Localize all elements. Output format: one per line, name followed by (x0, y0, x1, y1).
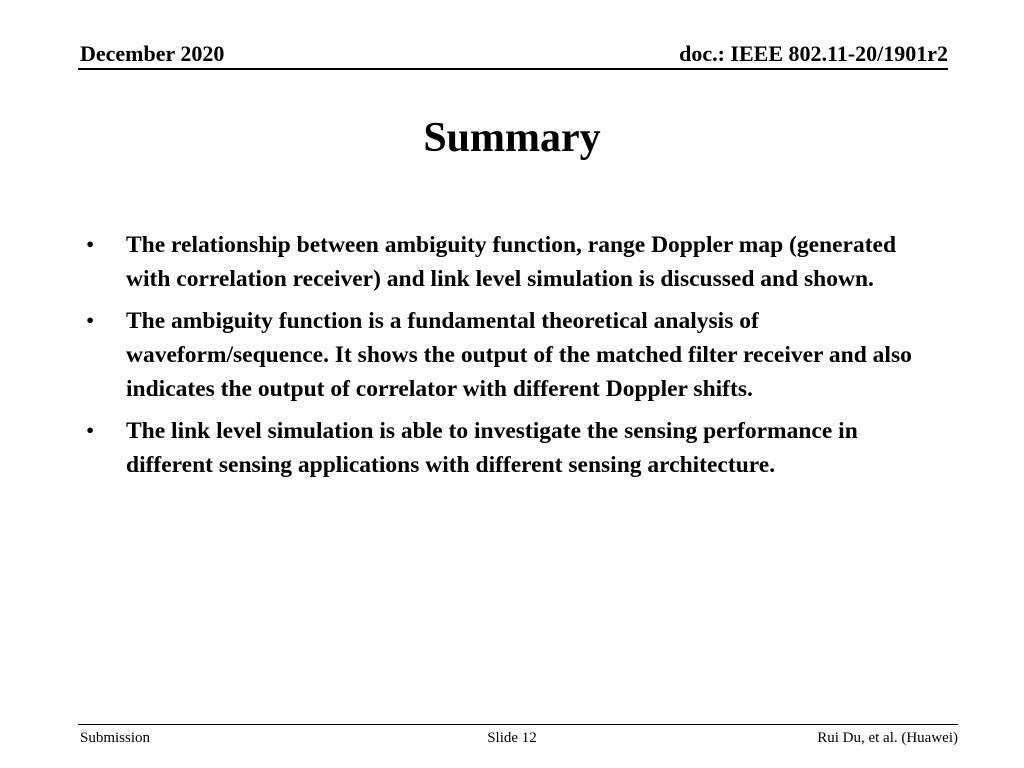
bullet-list (86, 228, 946, 490)
bullet-icon: • (86, 418, 95, 444)
header-doc-id: doc.: IEEE 802.11-20/1901r2 (679, 41, 948, 66)
footer-slide-number: Slide 12 (487, 730, 537, 746)
bullet-text: The relationship between ambiguity function, range Doppler map (generated with correlation receiver) and link level simulation is discussed and shown. (126, 232, 897, 292)
header-divider (78, 68, 948, 70)
bullet-item (86, 304, 946, 406)
footer-divider (78, 724, 958, 725)
footer-submission: Submission (80, 730, 151, 746)
bullet-text: The link level simulation is able to investigate the sensing performance in different sensing applications with different sensing architecture. (126, 418, 858, 478)
slide-title: Summary (423, 115, 601, 161)
header-date: December 2020 (80, 41, 225, 66)
bullet-icon: • (86, 232, 95, 258)
bullet-text: The ambiguity function is a fundamental theoretical analysis of waveform/sequence. It shows the output of the matched filter receiver and also indicates the output of correlator with different Doppler shifts. (126, 308, 912, 402)
bullet-icon: • (86, 308, 95, 334)
footer-authors: Rui Du, et al. (Huawei) (817, 730, 958, 746)
bullet-item (86, 414, 946, 482)
bullet-item (86, 228, 946, 296)
